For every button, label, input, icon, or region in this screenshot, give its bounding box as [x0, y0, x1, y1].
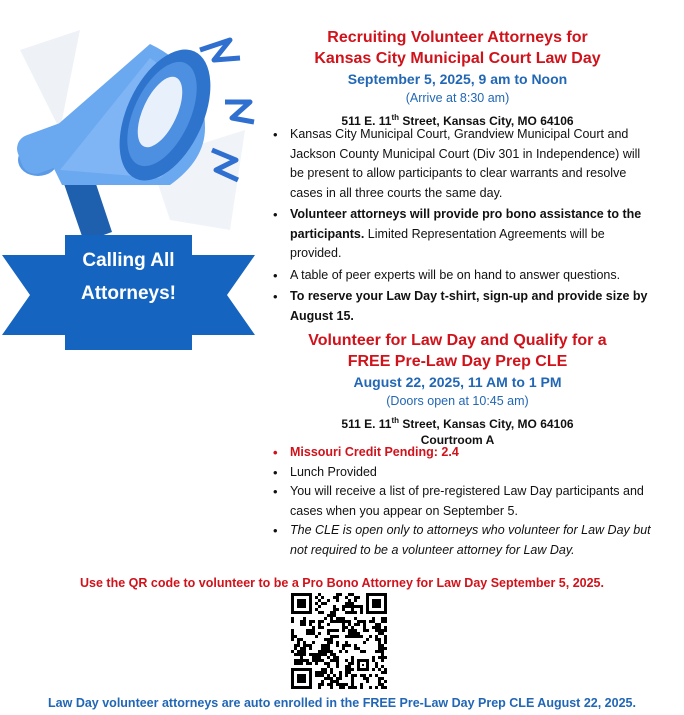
cle-address: 511 E. 11th Street, Kansas City, MO 64106	[341, 416, 574, 431]
event-date: September 5, 2025, 9 am to Noon	[347, 71, 568, 87]
cle-title-line-2: FREE Pre-Law Day Prep CLE	[347, 353, 568, 370]
banner-line-1: Calling All	[82, 250, 175, 271]
banner-line-2: Attorneys!	[80, 283, 176, 304]
megaphone-illustration	[0, 10, 260, 370]
lightning-icon	[200, 40, 240, 60]
list-item: • Missouri Credit Pending: 2.4	[273, 445, 459, 460]
qr-instruction: Use the QR code to volunteer to be a Pro Bono Attorney for Law Day September 5, 2025.	[80, 576, 604, 590]
list-item: • Kansas City Municipal Court, Grandview Municipal Court and Jackson County Municipal Court (Div 301 in Independence) will be present to allow participants to clear warrants and resolve cases in all three courts the same day.	[273, 127, 641, 200]
banner-text	[65, 244, 192, 310]
qr-code[interactable]	[291, 593, 387, 689]
list-item: • You will receive a list of pre-registered Law Day participants and cases when you appear on September 5.	[273, 484, 644, 518]
event-bullets	[270, 125, 655, 326]
cle-header	[255, 330, 660, 448]
list-item: • Volunteer attorneys will provide pro bono assistance to the participants. Limited Representation Agreements will be provided.	[273, 207, 642, 260]
list-item: • A table of peer experts will be on hand to answer questions.	[273, 267, 621, 283]
cle-bullets	[270, 443, 655, 560]
event-title-line-2: Kansas City Municipal Court Law Day	[314, 50, 601, 67]
ribbon-left-end	[2, 255, 65, 335]
list-item: • To reserve your Law Day t-shirt, sign-up and provide size by August 15.	[273, 289, 648, 323]
event-title-line-1: Recruiting Volunteer Attorneys for	[327, 29, 588, 46]
lightning-icon	[225, 102, 254, 122]
event-arrive: (Arrive at 8:30 am)	[405, 91, 510, 105]
list-item: • The CLE is open only to attorneys who volunteer for Law Day but not required to be a volunteer attorney for Law Day.	[273, 523, 651, 557]
cle-date: August 22, 2025, 11 AM to 1 PM	[353, 374, 562, 390]
megaphone-handle-icon	[62, 178, 112, 242]
cle-doors: (Doors open at 10:45 am)	[386, 394, 529, 408]
footer-note: Law Day volunteer attorneys are auto enrolled in the FREE Pre-Law Day Prep CLE August 22, 2025.	[48, 696, 636, 710]
event-header	[255, 27, 660, 129]
event-address: 511 E. 11th Street, Kansas City, MO 64106	[341, 113, 574, 128]
list-item: • Lunch Provided	[273, 464, 377, 480]
cle-room: Courtroom A	[420, 433, 495, 447]
ribbon-right-end	[192, 255, 255, 335]
cle-title-line-1: Volunteer for Law Day and Qualify for a	[308, 332, 607, 349]
